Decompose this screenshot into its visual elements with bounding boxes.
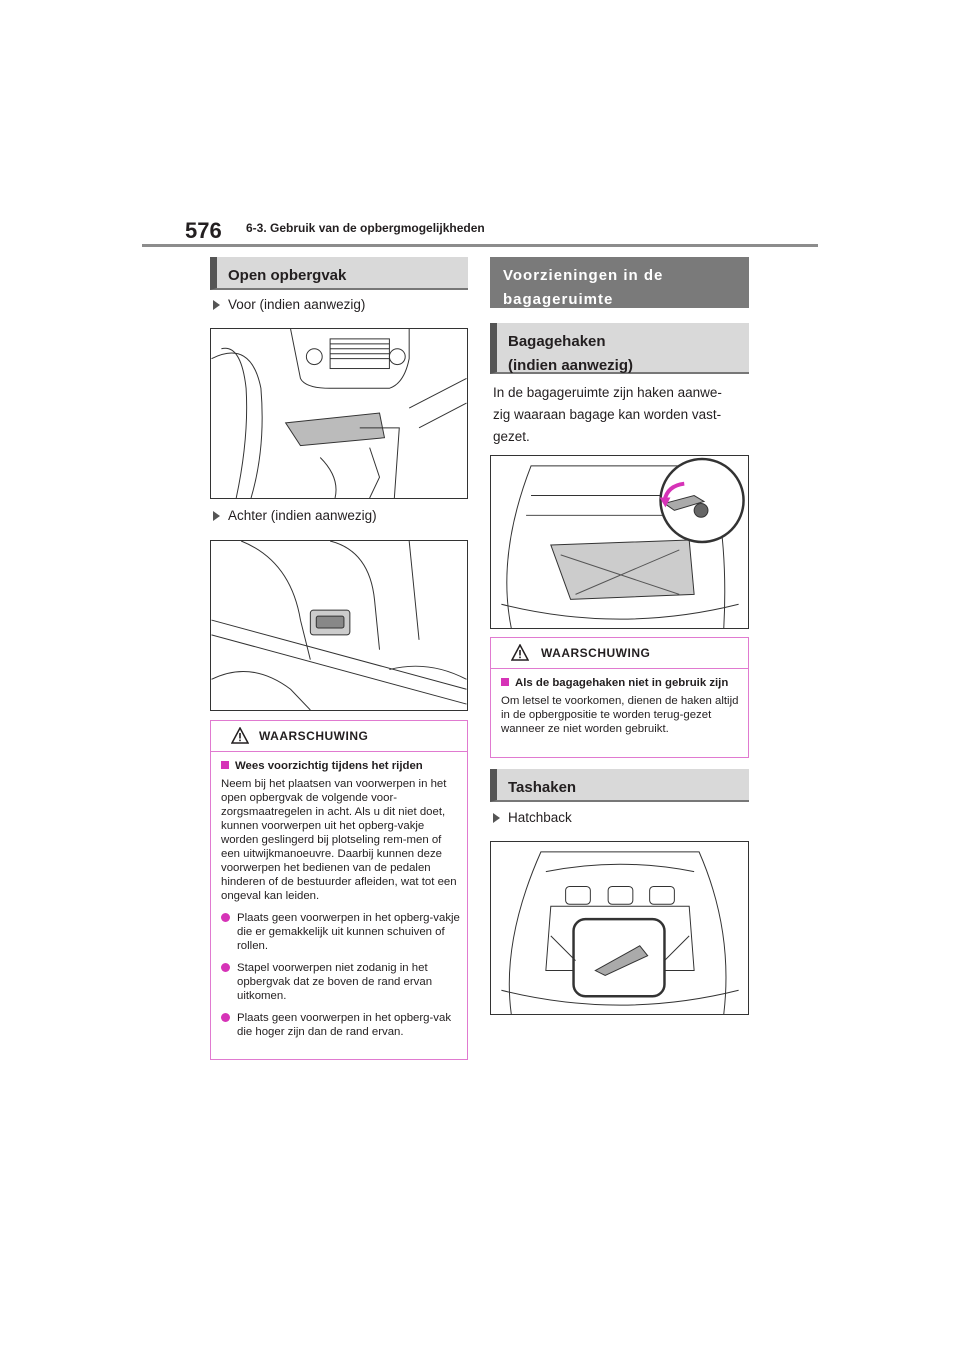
rear-label — [213, 508, 377, 523]
section-bag-hooks — [490, 769, 749, 802]
bullet-arrow-icon — [213, 511, 220, 521]
warning-subtitle: Als de bagagehaken niet in gebruik zijn — [501, 676, 741, 690]
front-console-figure — [210, 328, 468, 499]
bullet-arrow-icon — [213, 300, 220, 310]
section-open-storage — [210, 257, 468, 290]
hooks-text-line: In de bagageruimte zijn haken aanwe- — [493, 385, 722, 400]
section-luggage-hooks — [490, 323, 749, 374]
front-label-text: Voor (indien aanwezig) — [228, 297, 366, 312]
hatchback-label-text: Hatchback — [508, 810, 572, 825]
warning-subtitle: Wees voorzichtig tijdens het rijden — [221, 759, 460, 773]
bullet-arrow-icon — [493, 813, 500, 823]
warning-triangle-icon — [231, 727, 249, 744]
hatchback-label — [493, 810, 572, 825]
warning-title: WAARSCHUWING — [541, 646, 651, 660]
warning-paragraph: Neem bij het plaatsen van voorwerpen in het open opbergvak de volgende voor-zorgsmaatregelen in acht. Als u dit niet doet, kunnen voorwerpen uit het opberg-vakje worden geslingerd bij plotseling rem-men of een uitwijkmanoeuvre. Daarbij kunnen deze voorwerpen het bedienen van de pedalen hinderen of de bestuurder afleiden, wat tot een ongeval kan leiden. — [221, 778, 457, 902]
hooks-text-line: zig waaraan bagage kan worden vast- — [493, 407, 722, 422]
warning-box-open-storage — [210, 720, 468, 1060]
warning-header — [211, 721, 467, 752]
section-title: Tashaken — [508, 779, 577, 796]
hooks-description — [493, 382, 749, 448]
warning-title: WAARSCHUWING — [259, 729, 369, 743]
section-title-line2: bagageruimte — [503, 291, 614, 308]
warning-item: Plaats geen voorwerpen in het opberg-vak die hoger zijn dan de rand ervan. — [221, 1011, 460, 1039]
page-number: 576 — [185, 218, 222, 243]
warning-item: Plaats geen voorwerpen in het opberg-vakje die er gemakkelijk uit kunnen schuiven of rollen. — [221, 911, 460, 953]
warning-box-hooks — [490, 637, 749, 758]
section-title: Open opbergvak — [228, 267, 347, 284]
chapter-title: 6-3. Gebruik van de opbergmogelijkheden — [246, 221, 485, 235]
warning-triangle-icon — [511, 644, 529, 661]
hooks-title-line2: (indien aanwezig) — [508, 357, 634, 374]
bag-hooks-figure — [490, 841, 749, 1015]
warning-header — [491, 638, 748, 669]
warning-paragraph: Om letsel te voorkomen, dienen de haken altijd in de opbergpositie te worden terug-gezet wanneer ze niet worden gebruikt. — [501, 695, 739, 735]
hooks-text-line: gezet. — [493, 429, 530, 444]
luggage-hooks-figure — [490, 455, 749, 629]
rear-console-figure — [210, 540, 468, 711]
front-label — [213, 297, 365, 312]
warning-item: Stapel voorwerpen niet zodanig in het opbergvak dat ze boven de rand ervan uitkomen. — [221, 961, 460, 1003]
hooks-title-line1: Bagagehaken — [508, 333, 606, 350]
section-title-line1: Voorzieningen in de — [503, 267, 664, 284]
rear-label-text: Achter (indien aanwezig) — [228, 508, 377, 523]
header-rule — [142, 244, 818, 247]
section-luggage-features — [490, 257, 749, 308]
